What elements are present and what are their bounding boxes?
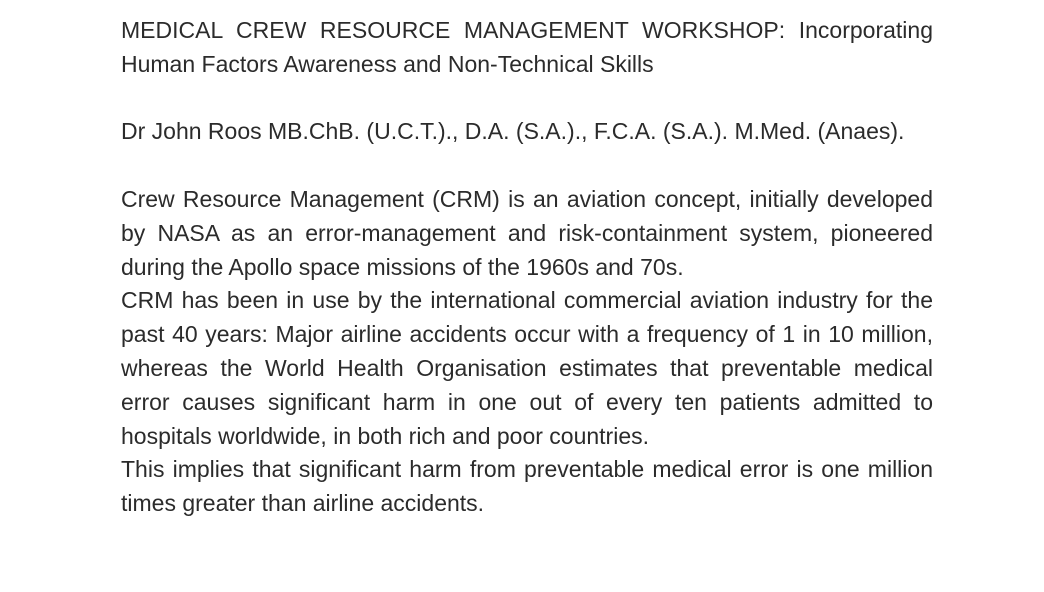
paragraph-crm-history: CRM has been in use by the international commercial aviation industry for the past 40 years: Major airline accidents occur with a frequency of 1 in 10 million, whereas the World Health Organisation estimates that preventable medical error causes significant harm in one out of every ten patients admitted to hospitals worldwide, in both rich and poor countries.: [121, 287, 933, 449]
spacer: [121, 82, 933, 116]
paragraph-implication: This implies that significant harm from preventable medical error is one million times greater than airline accidents.: [121, 456, 933, 517]
document-title: MEDICAL CREW RESOURCE MANAGEMENT WORKSHOP: Incorporating Human Factors Awareness and Non-Technical Skills: [121, 17, 933, 77]
spacer: [121, 149, 933, 183]
paragraph-crm-intro: Crew Resource Management (CRM) is an aviation concept, initially developed by NASA as an error-management and risk-containment system, pioneered during the Apollo space missions of the 1960s and 70s.: [121, 185, 933, 280]
author-line: Dr John Roos MB.ChB. (U.C.T.)., D.A. (S.A.)., F.C.A. (S.A.). M.Med. (Anaes).: [121, 118, 905, 145]
document-page: [121, 14, 933, 521]
